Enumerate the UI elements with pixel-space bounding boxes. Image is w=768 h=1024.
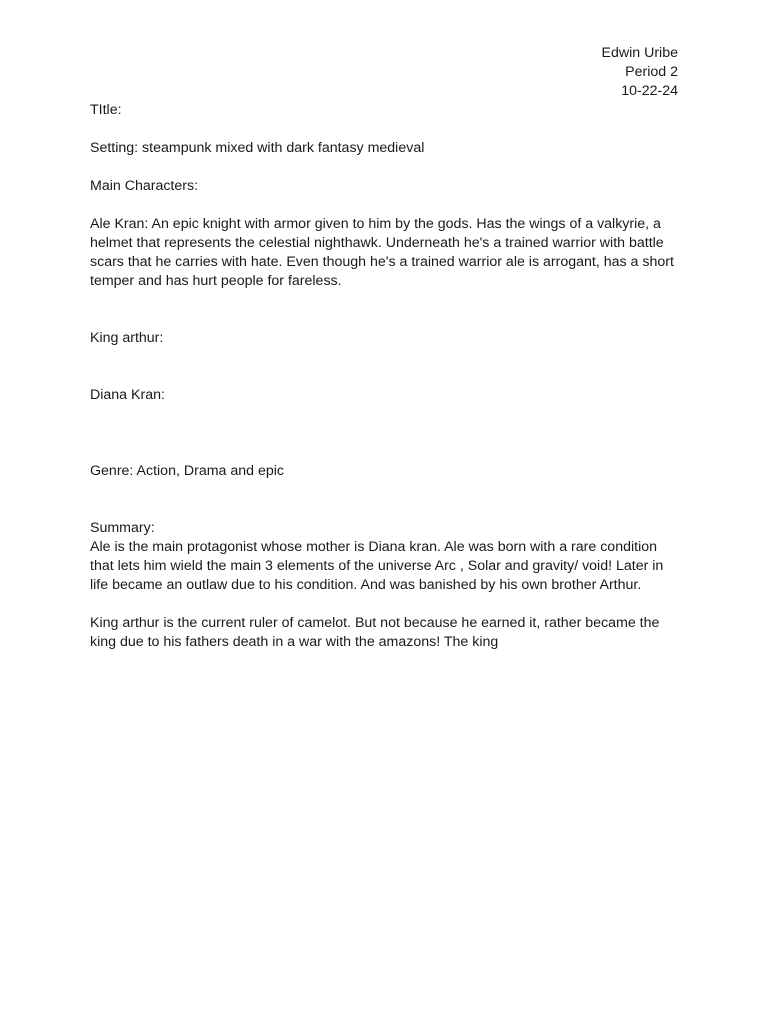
- setting-line: Setting: steampunk mixed with dark fantasy medieval: [90, 140, 425, 156]
- summary-paragraph-1: Ale is the main protagonist whose mother is Diana kran. Ale was born with a rare condition that lets him wield the main 3 elements of the universe Arc , Solar and gravity/ void! Later in life became an outlaw due to his condition. And was banished by his own brother Arthur.: [90, 539, 668, 593]
- document-body: [90, 101, 682, 652]
- king-arthur-label: King arthur:: [90, 330, 164, 346]
- header-block: [602, 44, 679, 101]
- document-date: 10-22-24: [621, 83, 678, 99]
- author-name: Edwin Uribe: [601, 45, 678, 61]
- summary-label: Summary:: [90, 520, 155, 536]
- genre-line: Genre: Action, Drama and epic: [90, 463, 284, 479]
- summary-paragraph-2: King arthur is the current ruler of camelot. But not because he earned it, rather became the king due to his fathers death in a war with the amazons! The king: [90, 615, 664, 650]
- class-period: Period 2: [625, 64, 678, 80]
- main-characters-label: Main Characters:: [90, 178, 199, 194]
- ale-kran-paragraph: Ale Kran: An epic knight with armor given to him by the gods. Has the wings of a valkyrie, a helmet that represents the celestial nighthawk. Underneath he's a trained warrior with battle scars that he carries with hate. Even though he's a trained warrior ale is arrogant, has a short temper and has hurt people for fareless.: [90, 216, 678, 289]
- diana-kran-label: Diana Kran:: [90, 387, 165, 403]
- title-line: TItle:: [90, 102, 122, 118]
